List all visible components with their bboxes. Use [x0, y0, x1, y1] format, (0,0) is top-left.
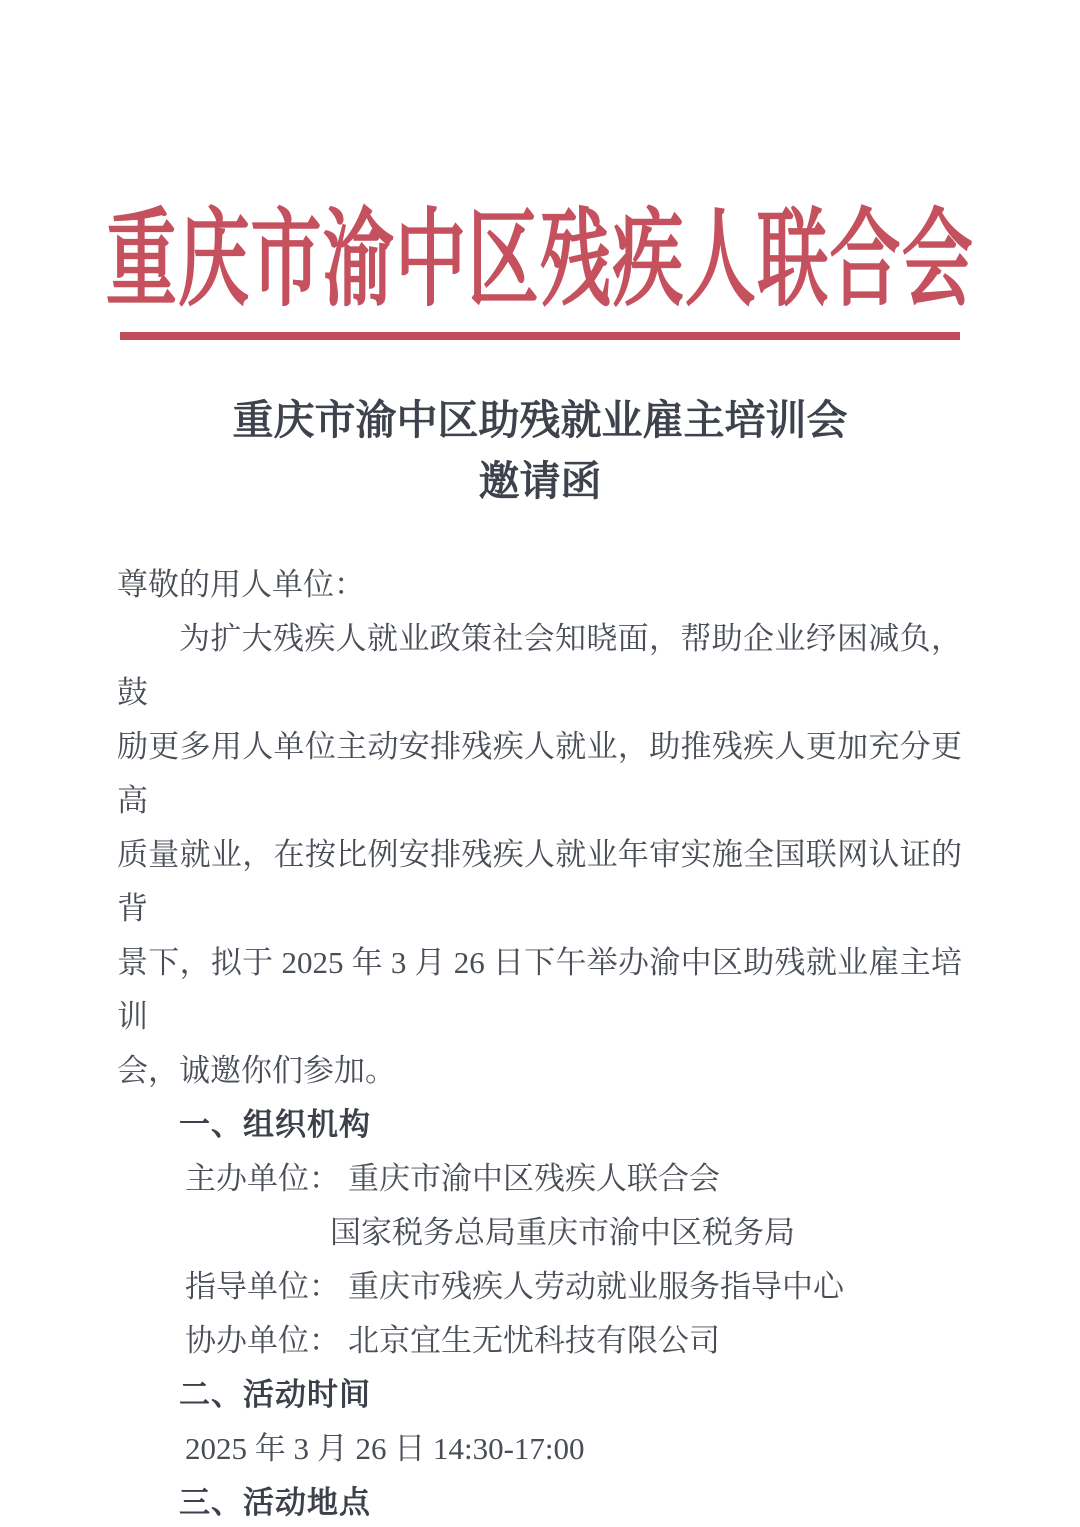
- guide-organizer-value: 重庆市残疾人劳动就业服务指导中心: [348, 1269, 844, 1304]
- salutation: 尊敬的用人单位：: [117, 567, 365, 602]
- letterhead: [0, 0, 1080, 340]
- guide-organizer-line: [117, 1260, 962, 1314]
- document-title-line2: 邀请函: [478, 458, 602, 504]
- guide-organizer-label: 指导单位：: [185, 1269, 340, 1304]
- event-time-value: 2025 年 3 月 26 日 14:30-17:00: [185, 1431, 585, 1466]
- co-organizer-label: 协办单位：: [185, 1323, 340, 1358]
- intro-paragraph-line: 励更多用人单位主动安排残疾人就业，助推残疾人更加充分更高: [117, 729, 962, 818]
- intro-paragraph-line: 质量就业，在按比例安排残疾人就业年审实施全国联网认证的背: [117, 837, 962, 926]
- host-organizer-label: 主办单位：: [185, 1161, 340, 1196]
- host-organizer-primary: 重庆市渝中区残疾人联合会: [348, 1161, 720, 1196]
- section-heading-time: 二、活动时间: [179, 1377, 371, 1412]
- letterhead-org-name: 重庆市渝中区残疾人联合会: [105, 202, 975, 319]
- section-heading-organization: 一、组织机构: [179, 1107, 371, 1142]
- intro-paragraph-line: 会，诚邀你们参加。: [117, 1053, 396, 1088]
- host-organizer-line: [117, 1152, 962, 1206]
- letterhead-rule: [120, 332, 960, 340]
- co-organizer-value: 北京宜生无忧科技有限公司: [348, 1323, 720, 1358]
- intro-paragraph-line: 景下，拟于 2025 年 3 月 26 日下午举办渝中区助残就业雇主培训: [117, 945, 962, 1034]
- letter-body: [0, 558, 1080, 1527]
- host-organizer-secondary: 国家税务总局重庆市渝中区税务局: [330, 1215, 795, 1250]
- document-title: [0, 390, 1080, 512]
- intro-paragraph-line: 为扩大残疾人就业政策社会知晓面，帮助企业纾困减负，鼓: [117, 621, 962, 710]
- co-organizer-line: [117, 1314, 962, 1368]
- document-title-line1: 重庆市渝中区助残就业雇主培训会: [232, 397, 848, 443]
- section-heading-location: 三、活动地点: [179, 1485, 371, 1520]
